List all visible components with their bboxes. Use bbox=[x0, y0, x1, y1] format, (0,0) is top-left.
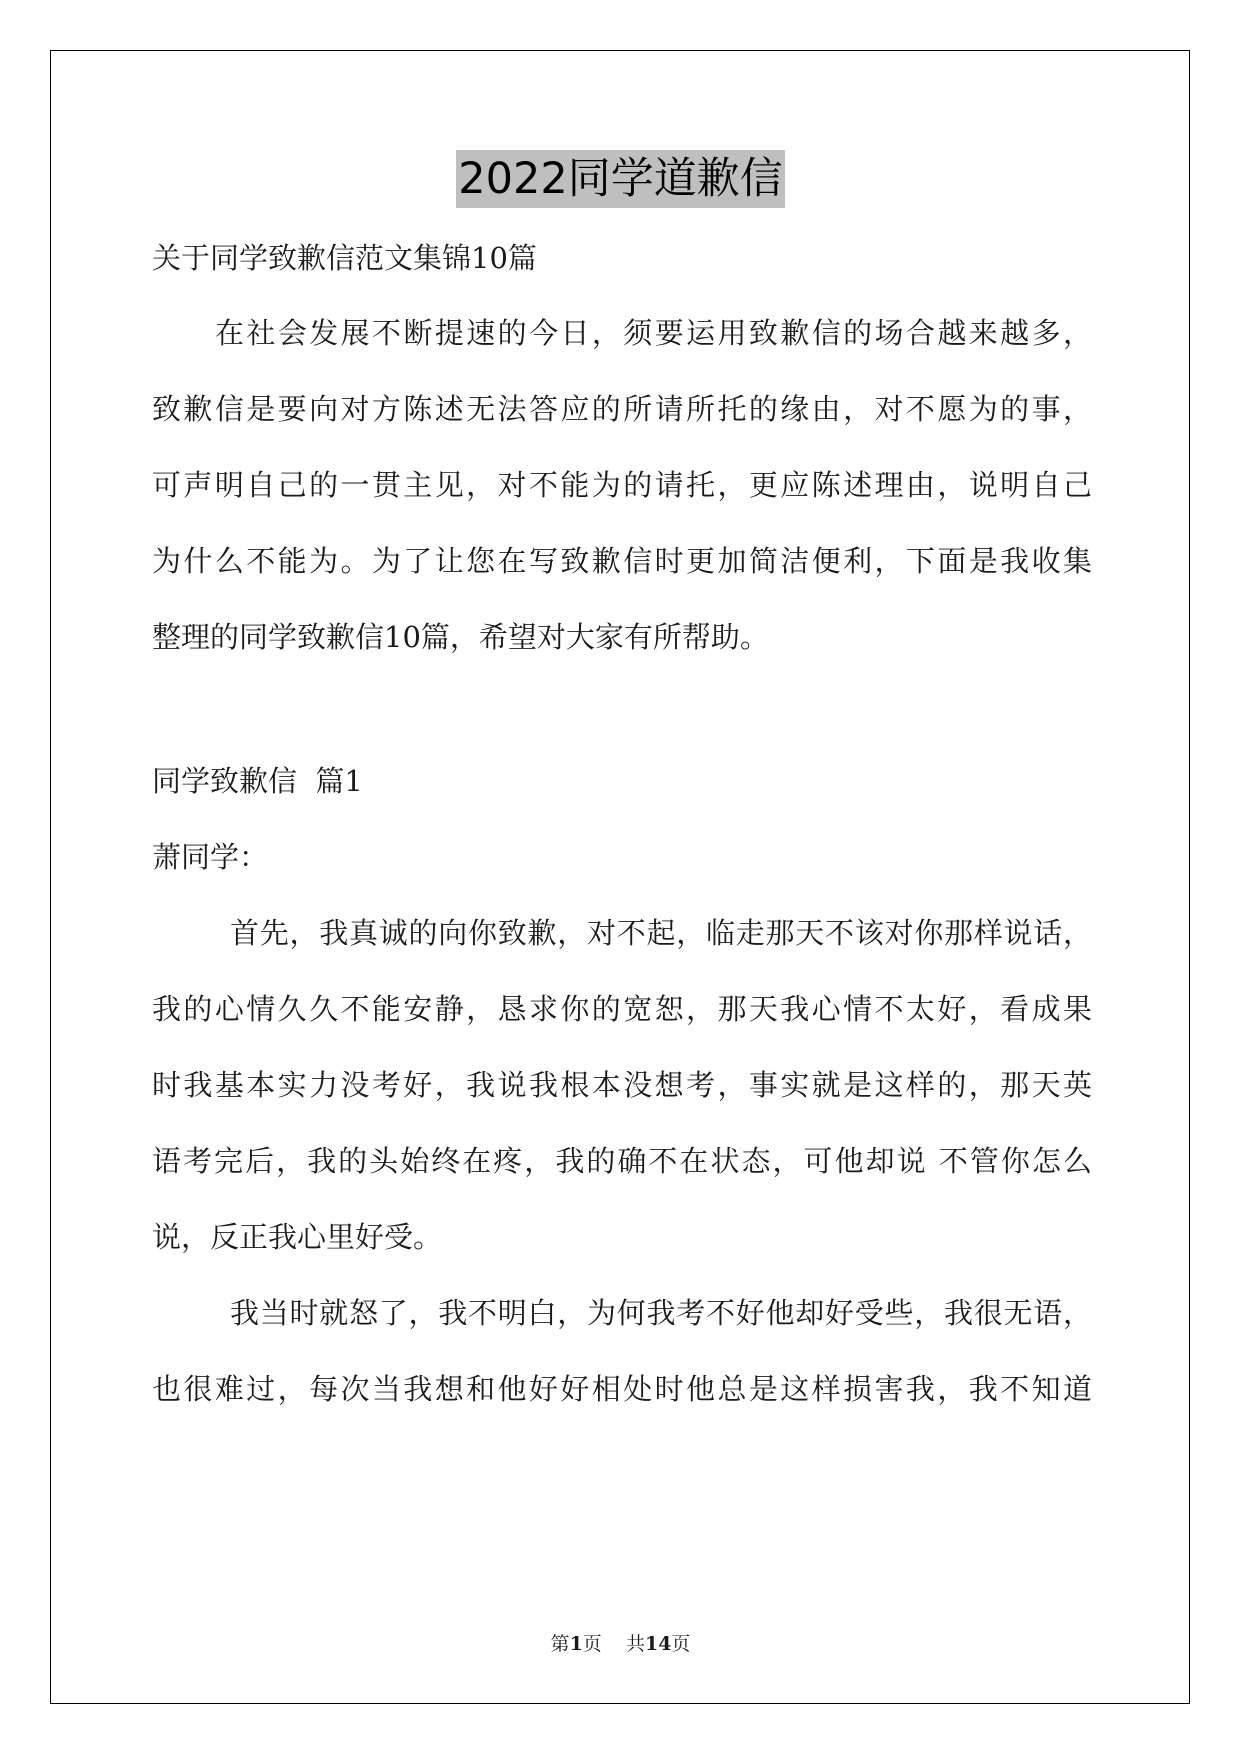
page-label-mid: 页 共 bbox=[582, 1633, 645, 1655]
intro-line: 整理的同学致歉信10篇，希望对大家有所帮助。 bbox=[152, 620, 769, 654]
intro-line: 致歉信是要向对方陈述无法答应的所请所托的缘由，对不愿为的事， bbox=[152, 392, 1092, 426]
page-footer bbox=[0, 1632, 1241, 1656]
total-page-count: 14 bbox=[644, 1633, 672, 1655]
paragraph-line: 也很难过，每次当我想和他好好相处时他总是这样损害我，我不知道 bbox=[152, 1372, 1092, 1406]
paragraph-line: 说，反正我心里好受。 bbox=[152, 1220, 443, 1254]
current-page-number: 1 bbox=[569, 1633, 583, 1655]
paragraph-line: 我当时就怒了，我不明白，为何我考不好他却好受些，我很无语， bbox=[230, 1296, 1092, 1330]
paragraph-line: 时我基本实力没考好，我说我根本没想考，事实就是这样的，那天英 bbox=[152, 1068, 1092, 1102]
paragraph-line: 语考完后，我的头始终在疼，我的确不在状态，可他却说 不管你怎么 bbox=[152, 1144, 1092, 1178]
page-label-prefix: 第 bbox=[550, 1633, 570, 1655]
intro-line: 在社会发展不断提速的今日，须要运用致歉信的场合越来越多， bbox=[215, 316, 1092, 350]
title-container bbox=[0, 150, 1241, 208]
document-subtitle: 关于同学致歉信范文集锦10篇 bbox=[152, 241, 537, 275]
page-label-suffix: 页 bbox=[671, 1633, 691, 1655]
section-heading: 同学致歉信 篇1 bbox=[152, 764, 363, 798]
document-title: 2022同学道歉信 bbox=[456, 150, 784, 208]
page-border bbox=[50, 50, 1190, 1704]
intro-line: 可声明自己的一贯主见，对不能为的请托，更应陈述理由，说明自己 bbox=[152, 468, 1092, 502]
intro-line: 为什么不能为。为了让您在写致歉信时更加简洁便利，下面是我收集 bbox=[152, 544, 1092, 578]
salutation: 萧同学： bbox=[152, 840, 269, 874]
paragraph-line: 首先，我真诚的向你致歉，对不起，临走那天不该对你那样说话， bbox=[230, 916, 1092, 950]
paragraph-line: 我的心情久久不能安静，恳求你的宽恕，那天我心情不太好，看成果 bbox=[152, 992, 1092, 1026]
